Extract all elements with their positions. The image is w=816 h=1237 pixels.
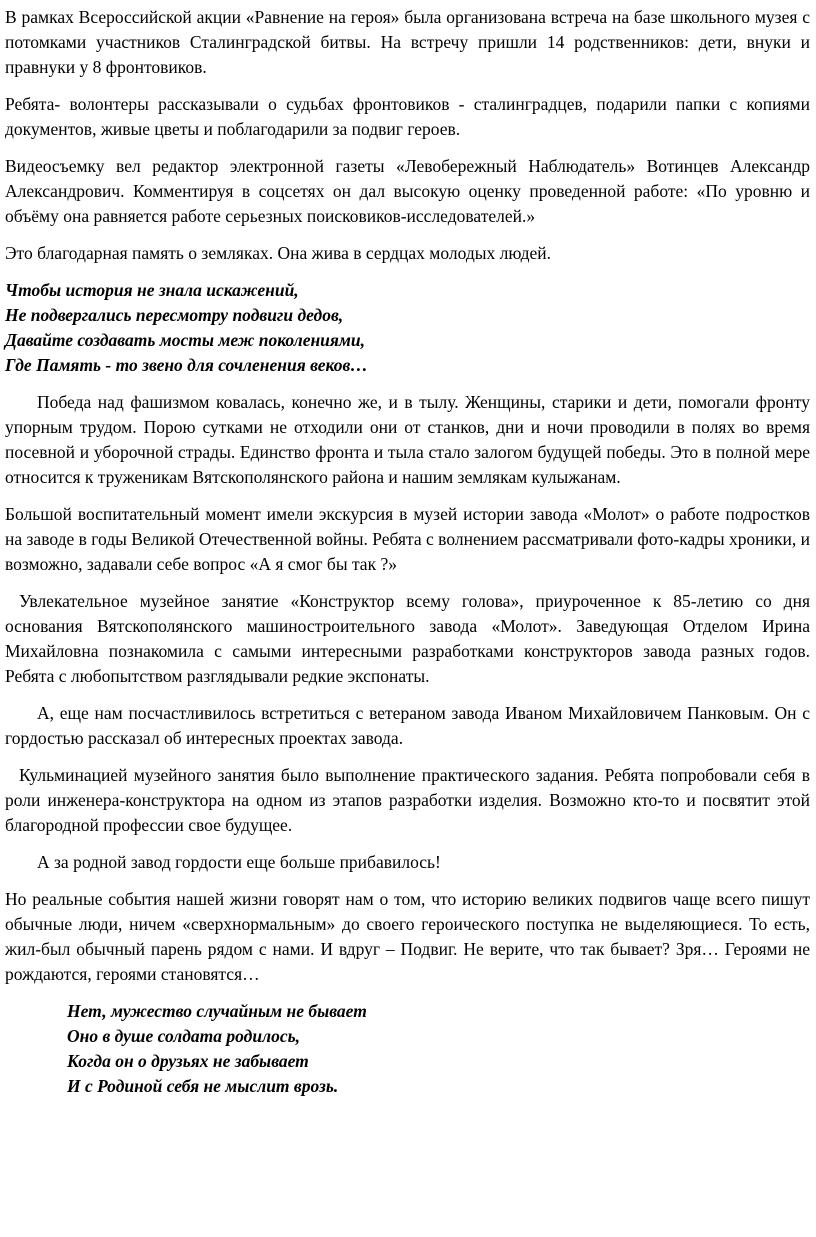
paragraph: А, еще нам посчастливилось встретиться с ветераном завода Иваном Михайловичем Панковым. Он с гордостью рассказал об интересных проектах завода. <box>5 703 810 748</box>
paragraph: Кульминацией музейного занятия было выполнение практического задания. Ребята попробовали себя в роли инженера-конструктора на одном из этапов разработки изделия. Возможно кто-то и посвятит этой благородной профессии свое будущее. <box>5 765 810 835</box>
paragraph: Видеосъемку вел редактор электронной газеты «Левобережный Наблюдатель» Вотинцев Александр Александрович. Комментируя в соцсетях он дал высокую оценку проведенной работе: «По уровню и объёму она равняется работе серьезных поисковиков-исследователей.» <box>5 156 810 226</box>
paragraph: А за родной завод гордости еще больше прибавилось! <box>37 852 441 872</box>
verse-line: Когда он о друзьях не забывает <box>67 1051 309 1071</box>
verse-line: Давайте создавать мосты меж поколениями, <box>5 330 366 350</box>
paragraph: Большой воспитательный момент имели экскурсия в музей истории завода «Молот» о работе подростков на заводе в годы Великой Отечественной войны. Ребята с волнением рассматривали фото-кадры хроники, и возможно, задавали себе вопрос «А я смог бы так ?» <box>5 504 810 574</box>
verse-line: Не подвергались пересмотру подвиги дедов, <box>5 305 344 325</box>
verse-line: Где Память - то звено для сочленения веков… <box>5 355 368 375</box>
verse-line: Оно в душе солдата родилось, <box>67 1026 300 1046</box>
paragraph: Победа над фашизмом ковалась, конечно же, и в тылу. Женщины, старики и дети, помогали фронту упорным трудом. Порою сутками не отходили они от станков, дни и ночи проводили в полях во время посевной и уборочной страды. Единство фронта и тыла стало залогом будущей победы. Это в полной мере относится к труженикам Вятскополянского района и нашим землякам кулыжанам. <box>5 392 810 487</box>
verse-block <box>5 278 810 378</box>
verse-line: Нет, мужество случайным не бывает <box>67 1001 367 1021</box>
paragraph: Это благодарная память о земляках. Она жива в сердцах молодых людей. <box>5 243 551 263</box>
verse-line: Чтобы история не знала искажений, <box>5 280 299 300</box>
paragraph: В рамках Всероссийской акции «Равнение на героя» была организована встреча на базе школьного музея с потомками участников Сталинградской битвы. На встречу пришли 14 родственников: дети, внуки и правнуки у 8 фронтовиков. <box>5 7 810 77</box>
paragraph: Но реальные события нашей жизни говорят нам о том, что историю великих подвигов чаще всего пишут обычные люди, ничем «сверхнормальным» до своего героического поступка не выделяющиеся. То есть, жил-был обычный парень рядом с нами. И вдруг – Подвиг. Не верите, что так бывает? Зря… Героями не рождаются, героями становятся… <box>5 889 810 984</box>
paragraph: Ребята- волонтеры рассказывали о судьбах фронтовиков - сталинградцев, подарили папки с копиями документов, живые цветы и поблагодарили за подвиг героев. <box>5 94 810 139</box>
paragraph: Увлекательное музейное занятие «Конструктор всему голова», приуроченное к 85-летию со дня основания Вятскополянского машиностроительного завода «Молот». Заведующая Отделом Ирина Михайловна познакомила с самыми интересными разработками конструкторов завода разных годов. Ребята с любопытством разглядывали редкие экспонаты. <box>5 591 810 686</box>
verse-line: И с Родиной себя не мыслит врозь. <box>67 1076 339 1096</box>
verse-block <box>67 999 810 1099</box>
